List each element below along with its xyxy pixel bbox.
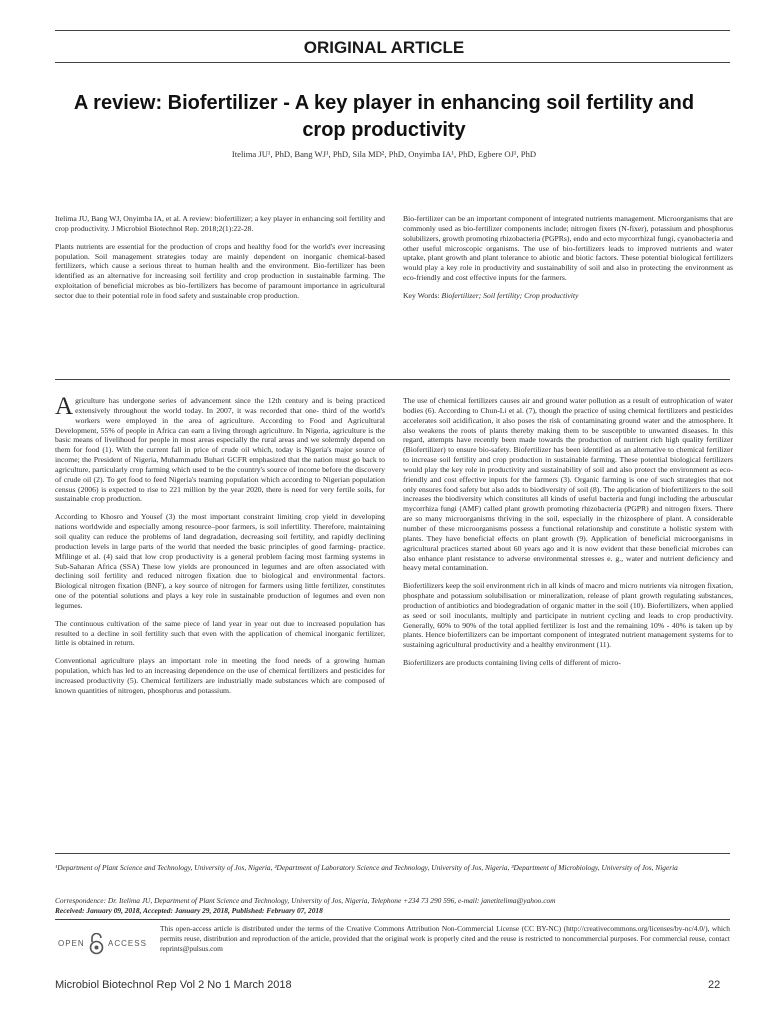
- correspondence: Correspondence: Dr. Itelima JU, Department of Plant Science and Technology, University of Jos, Nigeria, Telephone +234 73 290 596, e-mail: janetitelima@yahoo.com: [55, 896, 556, 905]
- paragraph: According to Khosro and Yousef (3) the most important constraint limiting crop yield in developing nations worldwide and especially among resource–poor farmers, is soil infertility. Therefore, maintaining soil quality can reduce the problems of land degradation, decreasing soil fertility, and rapidly declining production levels in large parts of the world that needed the basic principles of good farming- practice. Mfilinge et al. (4) said that low crop productivity is a general problem facing most farming systems in Sub-Saharan Africa (SSA) These low yields are pronounced in legumes and are often associated with declining soil fertility and reduced nitrogen fixation due to biological and environmental factors. Biological nitrogen fixation (BNF), a key source of nitrogen for farmers using little fertilizer, constitutes one of the potential solutions and plays a key role in sustainable production of legumes and even non legumes.: [55, 512, 385, 610]
- license-rule: [55, 919, 730, 920]
- footnote-rule: [55, 853, 730, 854]
- abstract-text: Plants nutrients are essential for the production of crops and healthy food for the world's ever increasing population. Soil management strategies today are mainly dependent on inorganic chemical-based fertilizers, which cause a serious threat to human health and the environment. Bio-fertilizer has been identified as an alternative for increasing soil fertility and crop production in sustainable farming. The exploitation of beneficial microbes as bio-fertilizers has become of paramount importance in agricultural sector due to their potential role in food safety and sustainable crop production.: [55, 241, 385, 300]
- open-label: OPEN: [58, 939, 85, 948]
- paragraph: Biofertilizers keep the soil environment rich in all kinds of macro and micro nutrients via nitrogen fixation, phosphate and potassium solubilisation or mineralization, release of plant growth regulating substances, production of antibiotics and biodegradation of organic matter in the soil (10). Biofertilizers, when applied as seed or soil inoculants, multiply and participate in nutrient cycling and leads to crop productivity. Generally, 60% to 90% of the total applied fertilizer is lost and the remaining 10% - 40% is taken up by plants. Hence biofertilizers can be important component of integrated nutrient management systems for to sustaining agricultural productivity and a healthy environment (11).: [403, 581, 733, 650]
- journal-footer: Microbiol Biotechnol Rep Vol 2 No 1 March 2018: [55, 979, 292, 991]
- author-list: Itelima JU¹, PhD, Bang WJ¹, PhD, Sila MD², PhD, Onyimba IA¹, PhD, Egbere OJ¹, PhD: [231, 149, 537, 159]
- body-column-left: [55, 393, 385, 696]
- abstract-right: [403, 214, 733, 309]
- paragraph: The use of chemical fertilizers causes air and ground water pollution as a result of eutrophication of water bodies (6). According to Chun-Li et al. (7), though the practice of using chemical fertilizers and pesticides accelerates soil acidification, it also poses the risk of contaminating ground water and the atmosphere. It also weakens the roots of plants thereby making them to be susceptible to unwanted diseases. In this regard, attempts have recently been made towards the production of nutrient rich high quality fertilizer (Biofertilizer) to ensure bio-safety. Biofertilizer has been identified as an alternative to chemical fertilizer to increase soil fertility and crop production in sustainable farming. These potential biological fertilizers would play the key role in productivity and sustainability of soil and also protect the environment as eco-friendly and cost effective inputs for the farmers (3). Organic farming is one of such strategies that not only ensures food safety but also adds to biodiversity of soil (8). The application of biofertilizers to the soil increases the biodiversity which constitutes all kinds of useful bacteria and fungi including the arbuscular mycorrhiza fungi (AMF) called plant growth promoting rhizobacteria (PGPR) and nitrogen fixers. There are so many microorganisms thriving in the soil, especially in the rhizosphere of plant. A considerable number of these microorganisms possess a functional relationship and constitute a holistic system with plants. They have beneficial effects on plant growth (9). Application of beneficial microorganisms in agricultural practices started about 60 years ago and it is now evident that these beneficial microbes can also enhance plant resistance to adverse environmental stresses e. g., water and nutrient deficiency and heavy metal contamination.: [403, 396, 733, 573]
- paragraph: Conventional agriculture plays an important role in meeting the food needs of a growing human population, which has led to an increasing dependence on the use of chemical fertilizers and pesticides for increased productivity (5). Chemical fertilizers are industrially made substances which are composed of known quantities of nitrogen, phosphorus and potassium.: [55, 656, 385, 695]
- open-access-logo: [58, 933, 153, 955]
- affiliations: ¹Department of Plant Science and Technology, University of Jos, Nigeria, ²Department of Laboratory Science and Technology, University of Jos, Nigeria, ³Department of Microbiology, University of Jos, Nigeria: [55, 863, 678, 872]
- article-dates: Received: January 09, 2018, Accepted: January 29, 2018, Published: February 07, 2018: [55, 906, 323, 915]
- abstract-text-continued: Bio-fertilizer can be an important component of integrated nutrients management. Microorganisms that are commonly used as bio-fertilizer components include; nitrogen fixers (N-fixer), potassium and phosphorus solubilizers, growth promoting rhizobacteria (PGPRs), endo and ecto mycorrhizal fungi, cyanobacteria and other useful microscopic organisms. The use of bio-fertilizers leads to improved nutrients and water uptake, plant growth and plant tolerance to abiotic and biotic factors. These potential biological fertilizers would play a key role in productivity and sustainability of soil and also in protecting the environment as eco-friendly and cost effective inputs for the farmers.: [403, 214, 733, 283]
- keywords: [403, 291, 733, 301]
- drop-cap: A: [55, 393, 74, 420]
- page-number: 22: [708, 979, 721, 991]
- paragraph: The continuous cultivation of the same piece of land year in year out due to increased population has resulted to a decline in soil fertility such that even with the application of chemical inorganic fertilizer, little is obtained in return.: [55, 618, 385, 648]
- article-title: A review: Biofertilizer - A key player in enhancing soil fertility and crop productivity: [73, 92, 695, 141]
- abstract-left: [55, 214, 385, 309]
- top-rule: [55, 30, 730, 31]
- keywords-label: Key Words:: [403, 290, 440, 300]
- abstract-divider: [55, 379, 730, 380]
- open-lock-icon: [89, 933, 104, 955]
- correspondence-block: [55, 896, 730, 916]
- paragraph: griculture has undergone series of advancement since the 12th century and is being practiced extensively throughout the world today. In 2007, it was recorded that one- third of the world's workers were employed in the area of agriculture. According to Food and Agricultural Development, 55% of people in Africa can earn a living through agriculture. In Nigeria, agriculture is the basic means of livelihood for people in most areas especially the rural areas and we solemnly depend on them for food (1). With the current fall in price of crude oil which, today is Nigeria's major source of income; the President of Nigeria, Muhammadu Buhari GCFR emphasized that the nation must go back to agriculture, particularly crop farming which used to be the country's source of income before the discovery of crude oil (2). To get food to feed Nigeria's teaming population which according to Nigerian population census (2006) is expected to rise to 221 million by the year 2020, there is need for very fertile soils, for sustainable crop production.: [55, 396, 385, 504]
- paragraph: Biofertilizers are products containing living cells of different of micro-: [403, 658, 621, 668]
- body-column-right: [403, 396, 733, 668]
- section-label: ORIGINAL ARTICLE: [303, 38, 465, 57]
- access-label: ACCESS: [108, 939, 147, 948]
- keywords-list: Biofertilizer; Soil fertility; Crop productivity: [441, 290, 579, 300]
- citation: Itelima JU, Bang WJ, Onyimba IA, et al. A review: biofertilizer; a key player in enhancing soil fertility and crop productivity. J Microbiol Biotechnol Rep. 2018;2(1):22-28.: [55, 214, 385, 233]
- license-text: This open-access article is distributed under the terms of the Creative Commons Attribution Non-Commercial License (CC BY-NC) (http://creativecommons.org/licenses/by-nc/4.0/), which permits reuse, distribution and reproduction of the article, provided that the original work is properly cited and the reuse is restricted to noncommercial purposes. For commercial reuse, contact reprints@pulsus.com: [160, 924, 730, 953]
- section-rule: [55, 62, 730, 63]
